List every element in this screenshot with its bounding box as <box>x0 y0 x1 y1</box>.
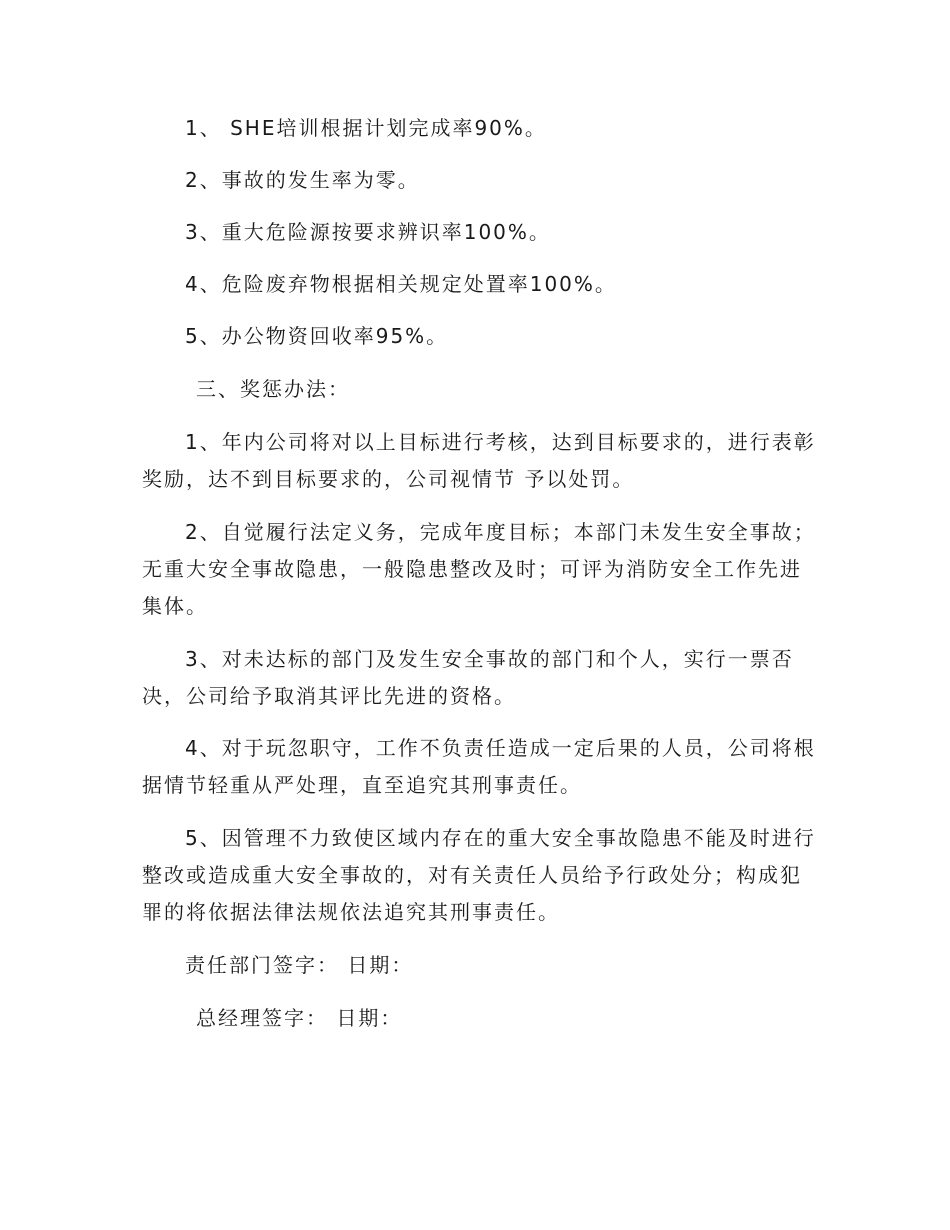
target-item-2: 2、事故的发生率为零。 <box>185 168 420 192</box>
rule-1-line-1: 1、年内公司将对以上目标进行考核，达到目标要求的，进行表彰 <box>185 430 816 454</box>
rule-4-line-2: 据情节轻重从严处理，直至追究其刑事责任。 <box>142 773 582 797</box>
target-item-4: 4、危险废弃物根据相关规定处置率100%。 <box>185 272 617 296</box>
rule-5-line-3: 罪的将依据法律法规依法追究其刑事责任。 <box>142 900 560 924</box>
department-signature-line: 责任部门签字： 日期： <box>185 953 414 977</box>
rule-1-line-2: 奖励，达不到目标要求的，公司视情节 予以处罚。 <box>142 467 635 491</box>
rule-5-line-1: 5、因管理不力致使区域内存在的重大安全事故隐患不能及时进行 <box>185 826 816 850</box>
target-item-1: 1、 SHE培训根据计划完成率90%。 <box>185 116 547 140</box>
rule-4-line-1: 4、对于玩忽职守，工作不负责任造成一定后果的人员，公司将根 <box>185 736 816 760</box>
rule-2-line-2: 无重大安全事故隐患，一般隐患整改及时；可评为消防安全工作先进 <box>142 557 802 581</box>
rule-3-line-2: 决，公司给予取消其评比先进的资格。 <box>142 684 516 708</box>
rule-5-line-2: 整改或造成重大安全事故的，对有关责任人员给予行政处分；构成犯 <box>142 863 802 887</box>
target-item-3: 3、重大危险源按要求辨识率100%。 <box>185 220 551 244</box>
rule-2-line-3: 集体。 <box>142 594 208 618</box>
manager-signature-line: 总经理签字： 日期： <box>196 1006 403 1030</box>
rule-2-line-1: 2、自觉履行法定义务，完成年度目标；本部门未发生安全事故； <box>185 520 816 544</box>
target-item-5: 5、办公物资回收率95%。 <box>185 324 449 348</box>
rule-3-line-1: 3、对未达标的部门及发生安全事故的部门和个人，实行一票否 <box>185 647 794 671</box>
section-heading: 三、奖惩办法： <box>196 377 350 401</box>
